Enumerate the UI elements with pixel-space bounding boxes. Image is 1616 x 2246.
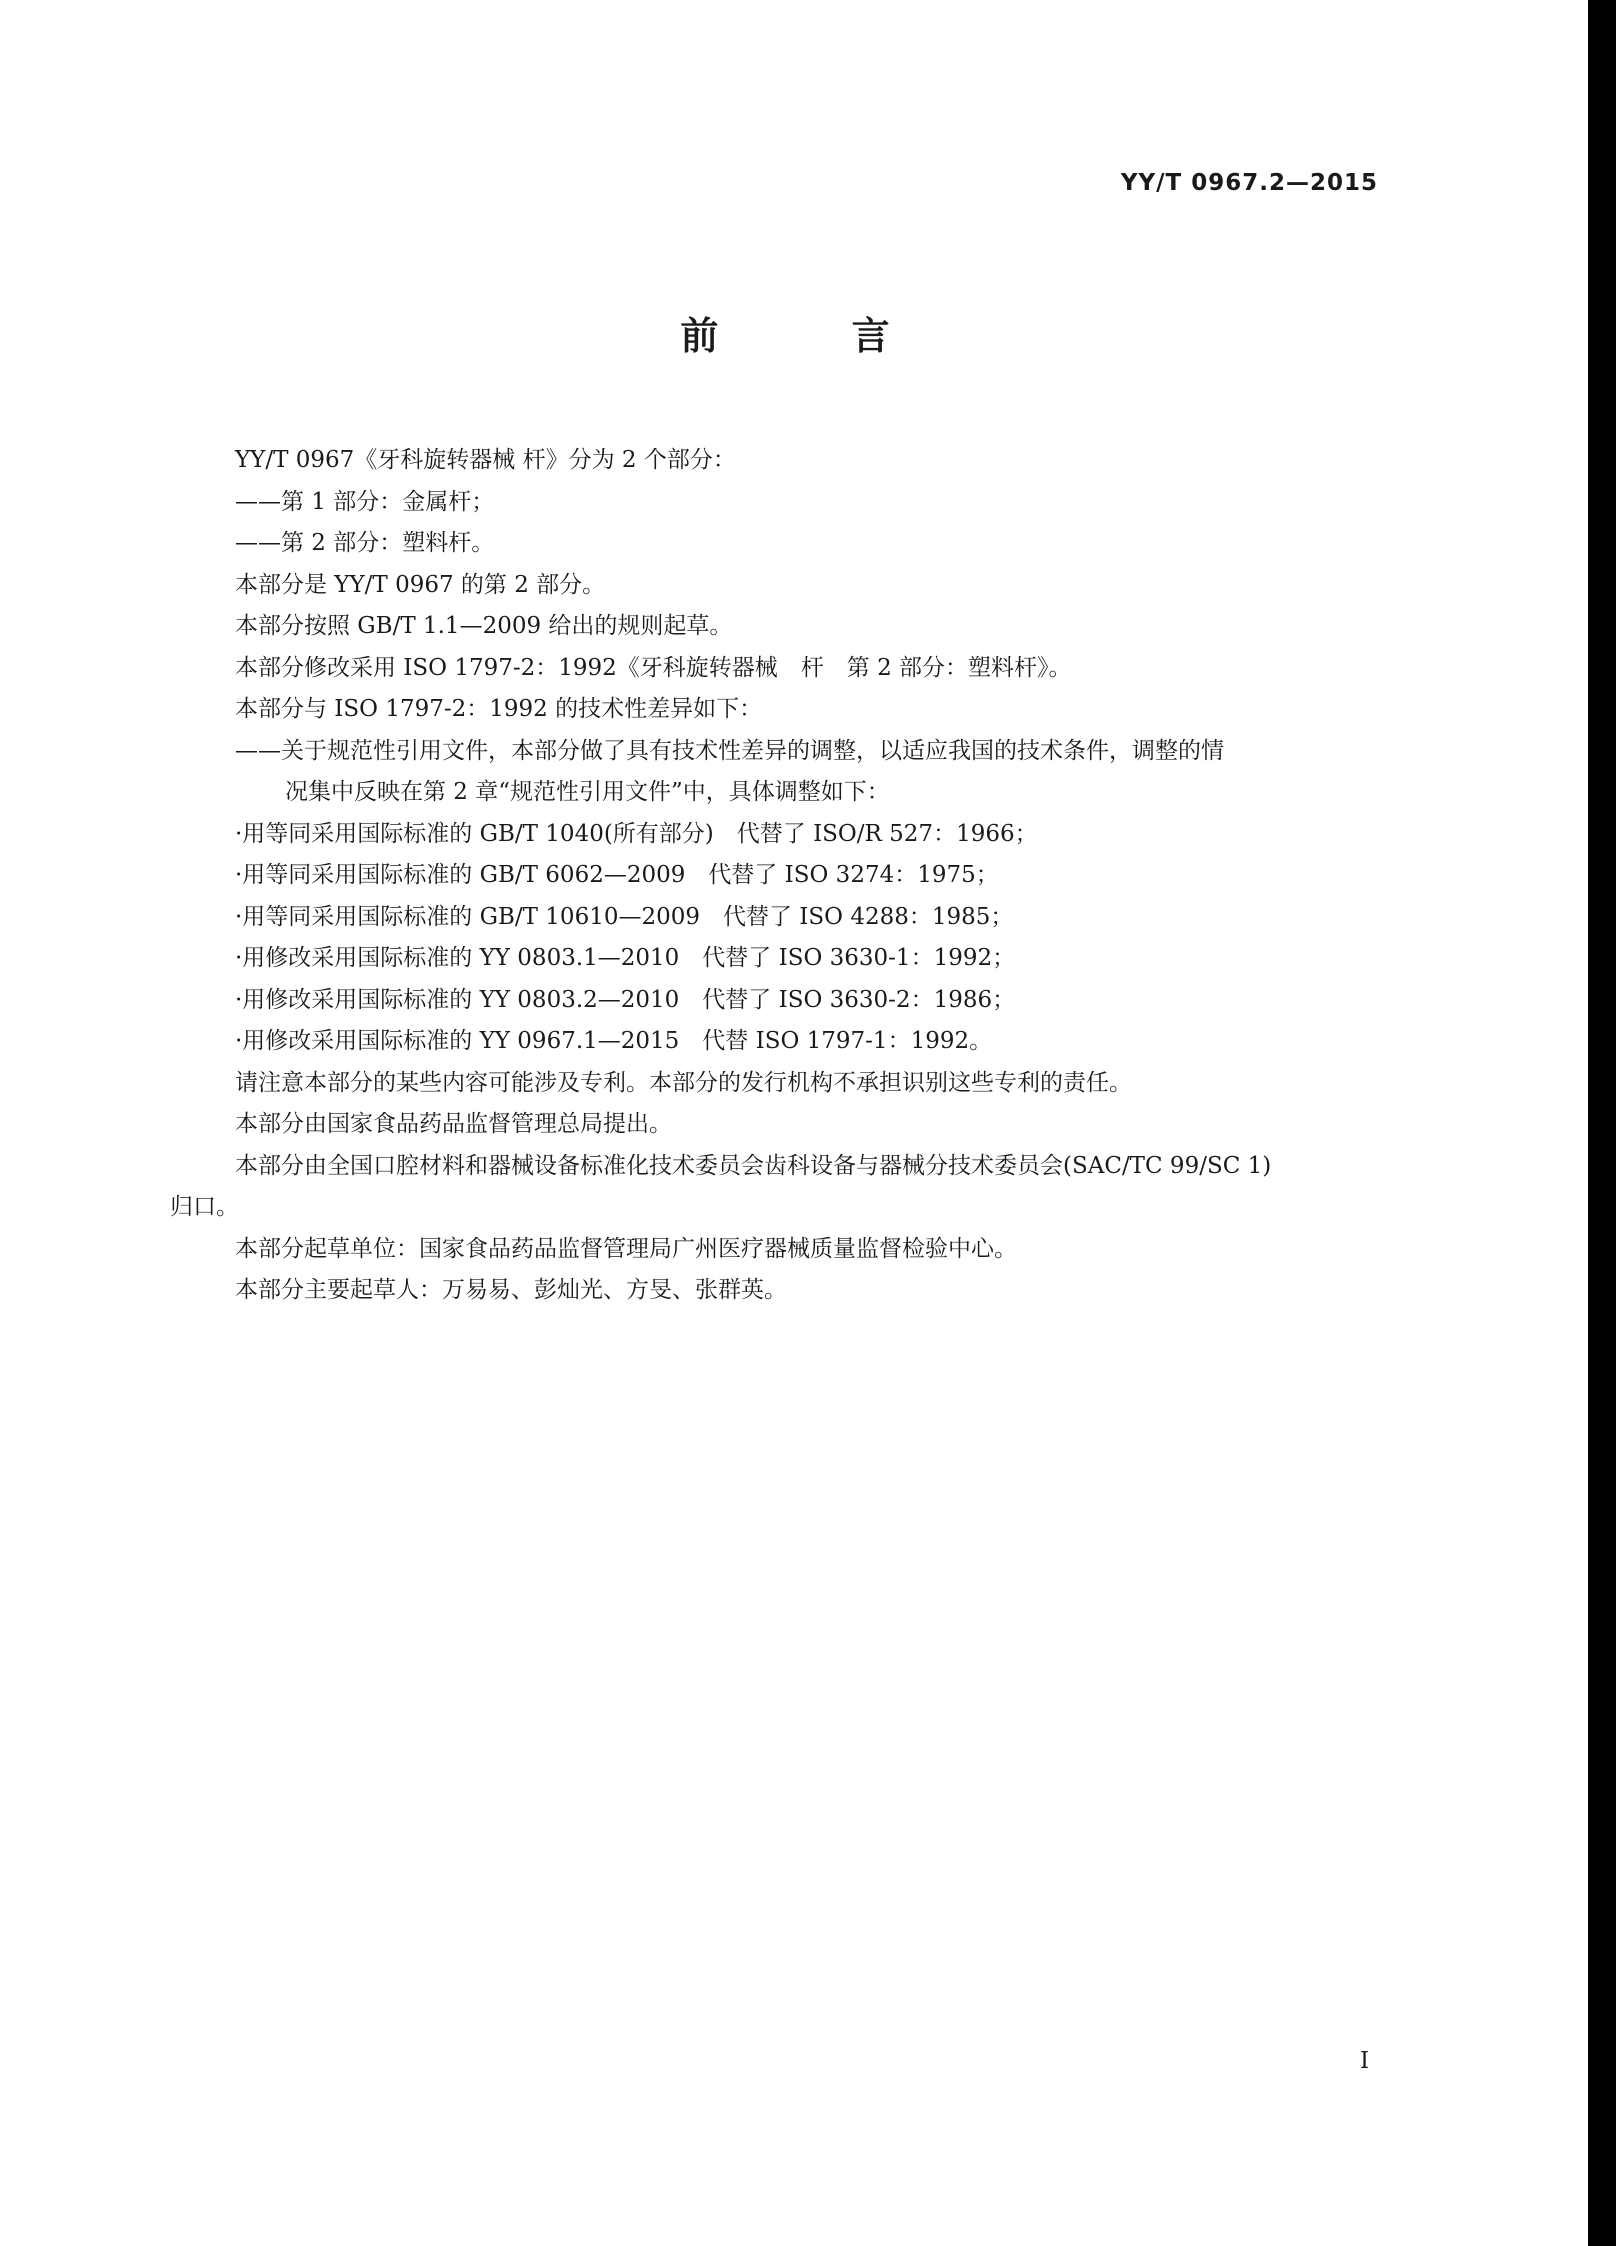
paragraph: 本部分是 YY/T 0967 的第 2 部分。	[235, 571, 606, 598]
page-title: 前 言	[680, 314, 950, 358]
page-number: I	[1360, 2048, 1370, 2074]
bullet-item: ·用等同采用国际标准的 GB/T 1040(所有部分) 代替了 ISO/R 527：1966；	[235, 820, 1038, 847]
paragraph: 本部分按照 GB/T 1.1—2009 给出的规则起草。	[235, 613, 733, 639]
document-code: YY/T 0967.2—2015	[1120, 170, 1378, 196]
bullet-item: ·用修改采用国际标准的 YY 0803.2—2010 代替了 ISO 3630-2：1986；	[235, 986, 1016, 1013]
paragraph: 本部分主要起草人：万易易、彭灿光、方旻、张群英。	[235, 1277, 787, 1303]
paragraph: 本部分由国家食品药品监督管理总局提出。	[235, 1111, 672, 1137]
paragraph: YY/T 0967《牙科旋转器械 杆》分为 2 个部分：	[235, 447, 736, 473]
paragraph: 本部分由全国口腔材料和器械设备标准化技术委员会齿科设备与器械分技术委员会(SAC/TC 99/SC 1)	[235, 1152, 1272, 1179]
paragraph: 本部分修改采用 ISO 1797-2：1992《牙科旋转器械 杆 第 2 部分：塑料杆》。	[235, 654, 1072, 681]
list-item: ——第 2 部分：塑料杆。	[235, 530, 495, 556]
page-edge-border	[1588, 0, 1616, 2246]
list-item: ——第 1 部分：金属杆；	[235, 488, 495, 515]
bullet-item: ·用修改采用国际标准的 YY 0803.1—2010 代替了 ISO 3630-1：1992；	[235, 945, 1016, 971]
bullet-item: ·用等同采用国际标准的 GB/T 6062—2009 代替了 ISO 3274：1975；	[235, 862, 999, 888]
foreword-body	[170, 440, 1415, 1312]
bullet-item: ·用修改采用国际标准的 YY 0967.1—2015 代替 ISO 1797-1：1992。	[235, 1028, 993, 1054]
paragraph: 请注意本部分的某些内容可能涉及专利。本部分的发行机构不承担识别这些专利的责任。	[235, 1069, 1132, 1096]
paragraph: 本部分与 ISO 1797-2：1992 的技术性差异如下：	[235, 696, 763, 722]
list-item-continuation: 况集中反映在第 2 章“规范性引用文件”中，具体调整如下：	[285, 779, 890, 805]
bullet-item: ·用等同采用国际标准的 GB/T 10610—2009 代替了 ISO 4288：1985；	[235, 903, 1014, 930]
paragraph-continuation: 归口。	[170, 1194, 239, 1220]
list-item: ——关于规范性引用文件，本部分做了具有技术性差异的调整，以适应我国的技术条件，调整的情	[235, 737, 1224, 764]
paragraph: 本部分起草单位：国家食品药品监督管理局广州医疗器械质量监督检验中心。	[235, 1235, 1017, 1262]
